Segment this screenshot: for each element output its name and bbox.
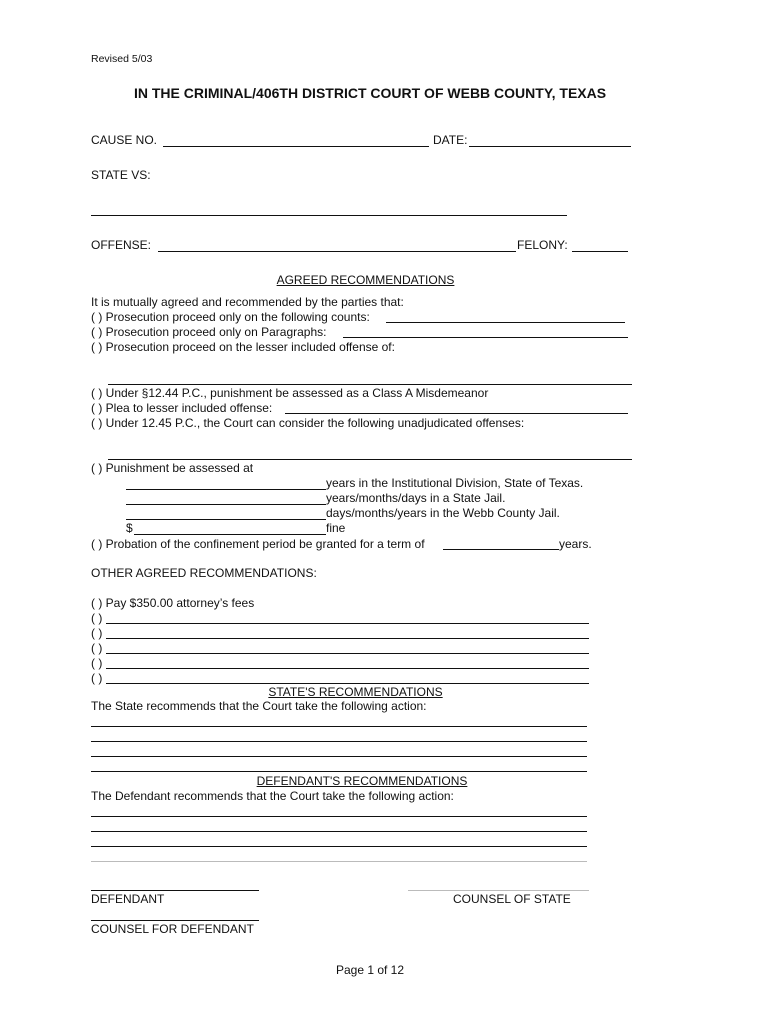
- state-rec-text: The State recommends that the Court take the following action:: [91, 699, 427, 713]
- lesser-option: ( ) Prosecution proceed on the lesser included offense of:: [91, 340, 395, 354]
- paragraphs-field[interactable]: [343, 337, 628, 338]
- defendant-rec-heading: DEFENDANT'S RECOMMENDATIONS: [256, 774, 468, 788]
- state-jail-field[interactable]: [126, 504, 326, 505]
- plea-field[interactable]: [285, 413, 628, 414]
- other-item-field[interactable]: [106, 668, 589, 669]
- other-item: ( ): [91, 671, 103, 685]
- date-field[interactable]: [469, 146, 631, 147]
- other-heading: OTHER AGREED RECOMMENDATIONS:: [91, 566, 317, 580]
- fine-field[interactable]: [134, 534, 326, 535]
- fine-label: fine: [326, 521, 346, 535]
- misdemeanor-option: ( ) Under §12.44 P.C., punishment be assessed as a Class A Misdemeanor: [91, 386, 489, 400]
- defendant-rec-line[interactable]: [91, 846, 587, 847]
- defendant-signature-line[interactable]: [91, 890, 259, 891]
- defendant-signature-label: DEFENDANT: [91, 892, 165, 906]
- other-item: ( ): [91, 656, 103, 670]
- offense-label: OFFENSE:: [91, 238, 152, 252]
- agreed-intro: It is mutually agreed and recommended by the parties that:: [91, 295, 404, 309]
- paragraphs-option: ( ) Prosecution proceed only on Paragraphs:: [91, 325, 327, 339]
- unadjudicated-field[interactable]: [108, 459, 632, 460]
- date-label: DATE:: [433, 133, 468, 147]
- county-jail-field[interactable]: [126, 519, 326, 520]
- felony-label: FELONY:: [517, 238, 568, 252]
- defendant-rec-line[interactable]: [91, 831, 587, 832]
- page-title: IN THE CRIMINAL/406TH DISTRICT COURT OF WEBB COUNTY, TEXAS: [133, 85, 607, 101]
- counts-option: ( ) Prosecution proceed only on the following counts:: [91, 310, 370, 324]
- other-item: ( ): [91, 641, 103, 655]
- probation-option: ( ) Probation of the confinement period be granted for a term of: [91, 537, 425, 551]
- cause-no-field[interactable]: [163, 146, 429, 147]
- revised-date: Revised 5/03: [91, 53, 153, 65]
- probation-years-label: years.: [559, 537, 592, 551]
- counsel-state-signature-line[interactable]: [408, 890, 589, 891]
- state-rec-line[interactable]: [91, 741, 587, 742]
- plea-option: ( ) Plea to lesser included offense:: [91, 401, 273, 415]
- other-item: ( ): [91, 611, 103, 625]
- other-item-field[interactable]: [106, 683, 589, 684]
- counsel-defendant-signature-line[interactable]: [91, 920, 259, 921]
- state-rec-line[interactable]: [91, 726, 587, 727]
- state-rec-heading: STATE'S RECOMMENDATIONS: [268, 685, 443, 699]
- county-jail-label: days/months/years in the Webb County Jail.: [326, 506, 560, 520]
- defendant-rec-text: The Defendant recommends that the Court take the following action:: [91, 789, 454, 803]
- counsel-defendant-signature-label: COUNSEL FOR DEFENDANT: [91, 922, 254, 936]
- cause-no-label: CAUSE NO.: [91, 133, 158, 147]
- state-jail-label: years/months/days in a State Jail.: [326, 491, 506, 505]
- other-item-field[interactable]: [106, 653, 589, 654]
- defendant-rec-line[interactable]: [91, 861, 587, 862]
- other-item-field[interactable]: [106, 638, 589, 639]
- dollar-sign: $: [126, 521, 133, 535]
- years-id-label: years in the Institutional Division, State of Texas.: [326, 476, 584, 490]
- state-vs-label: STATE VS:: [91, 168, 151, 182]
- state-rec-line[interactable]: [91, 756, 587, 757]
- defendant-name-field[interactable]: [91, 215, 567, 216]
- page-number: Page 1 of 12: [335, 963, 405, 977]
- unadjudicated-option: ( ) Under 12.45 P.C., the Court can consider the following unadjudicated offenses:: [91, 416, 525, 430]
- felony-field[interactable]: [572, 251, 628, 252]
- state-rec-line[interactable]: [91, 771, 587, 772]
- other-item: ( ): [91, 626, 103, 640]
- probation-term-field[interactable]: [443, 549, 559, 550]
- lesser-offense-field[interactable]: [108, 384, 632, 385]
- counsel-state-signature-label: COUNSEL OF STATE: [453, 892, 571, 906]
- years-id-field[interactable]: [126, 489, 326, 490]
- counts-field[interactable]: [386, 322, 625, 323]
- defendant-rec-line[interactable]: [91, 816, 587, 817]
- other-item-field[interactable]: [106, 623, 589, 624]
- attorney-fees-option: ( ) Pay $350.00 attorney’s fees: [91, 596, 255, 610]
- agreed-heading: AGREED RECOMMENDATIONS: [276, 273, 455, 287]
- punishment-option: ( ) Punishment be assessed at: [91, 461, 254, 475]
- offense-field[interactable]: [158, 251, 516, 252]
